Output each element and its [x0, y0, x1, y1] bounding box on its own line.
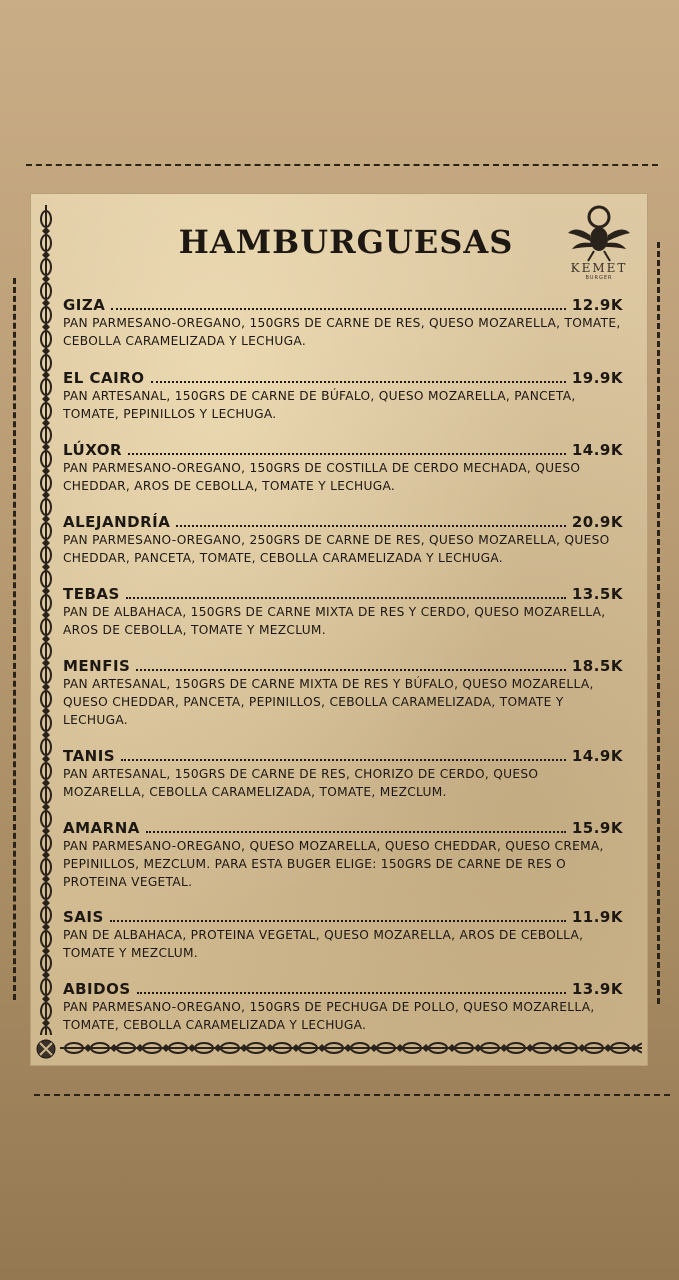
menu-item: [63, 296, 623, 350]
dotted-leader: [137, 992, 566, 994]
bottom-dashed-line: [34, 1094, 670, 1096]
menu-item: [63, 819, 623, 891]
menu-item-header: [63, 819, 623, 837]
menu-item: [63, 441, 623, 495]
menu-item-name: SAIS: [63, 908, 104, 926]
kemet-logo: [562, 205, 636, 293]
menu-item-description: PAN PARMESANO-OREGANO, 150GRS DE PECHUGA DE POLLO, QUESO MOZARELLA, TOMATE, CEBOLLA CARAMELIZADA Y LECHUGA.: [63, 1000, 595, 1032]
menu-item: [63, 657, 623, 729]
menu-item-header: [63, 747, 623, 765]
dotted-leader: [136, 669, 566, 671]
dotted-leader: [176, 525, 566, 527]
menu-item-header: [63, 369, 623, 387]
menu-title: HAMBURGUESAS: [178, 223, 514, 261]
dotted-leader: [126, 597, 566, 599]
dotted-leader: [110, 920, 566, 922]
menu-item: [63, 513, 623, 567]
menu-item-price: 14.9K: [571, 747, 623, 765]
menu-card: [30, 193, 648, 1066]
menu-item-price: 13.9K: [571, 980, 623, 998]
menu-item-description: PAN PARMESANO-OREGANO, 150GRS DE CARNE DE RES, QUESO MOZARELLA, TOMATE, CEBOLLA CARAMELIZADA Y LECHUGA.: [63, 316, 621, 348]
menu-item: [63, 369, 623, 423]
ornamental-side-border: [36, 205, 56, 1035]
menu-item-description: PAN ARTESANAL, 150GRS DE CARNE DE RES, CHORIZO DE CERDO, QUESO MOZARELLA, CEBOLLA CARAMELIZADA, TOMATE, MEZCLUM.: [63, 767, 539, 799]
dotted-leader: [146, 831, 566, 833]
menu-item-name: GIZA: [63, 296, 106, 314]
top-dashed-line: [26, 164, 658, 166]
menu-item-description: PAN PARMESANO-OREGANO, QUESO MOZARELLA, QUESO CHEDDAR, QUESO CREMA, PEPINILLOS, MEZCLUM. PARA ESTA BUGER ELIGE: 150GRS DE CARNE DE RES O PROTEINA VEGETAL.: [63, 839, 604, 889]
menu-item-price: 18.5K: [571, 657, 623, 675]
dotted-leader: [128, 453, 566, 455]
menu-item-description: PAN PARMESANO-OREGANO, 150GRS DE COSTILLA DE CERDO MECHADA, QUESO CHEDDAR, AROS DE CEBOLLA, TOMATE Y LECHUGA.: [63, 461, 581, 493]
menu-item-name: ABIDOS: [63, 980, 131, 998]
menu-item-description: PAN PARMESANO-OREGANO, 250GRS DE CARNE DE RES, QUESO MOZARELLA, QUESO CHEDDAR, PANCETA, TOMATE, CEBOLLA CARAMELIZADA Y LECHUGA.: [63, 533, 610, 565]
menu-item-price: 13.5K: [571, 585, 623, 603]
menu-item-name: MENFIS: [63, 657, 131, 675]
menu-item-header: [63, 513, 623, 531]
menu-item-name: TEBAS: [63, 585, 120, 603]
menu-item-header: [63, 441, 623, 459]
menu-item-price: 19.9K: [571, 369, 623, 387]
menu-item-name: LÚXOR: [63, 441, 123, 459]
logo-name: KEMET: [570, 261, 628, 275]
menu-item-name: AMARNA: [63, 819, 140, 837]
menu-item-description: PAN ARTESANAL, 150GRS DE CARNE MIXTA DE RES Y BÚFALO, QUESO MOZARELLA, QUESO CHEDDAR, PANCETA, PEPINILLOS, CEBOLLA CARAMELIZADA, TOMATE Y LECHUGA.: [63, 677, 594, 727]
menu-item-price: 12.9K: [571, 296, 623, 314]
menu-item-header: [63, 908, 623, 926]
menu-item-price: 11.9K: [571, 908, 623, 926]
menu-item-description: PAN DE ALBAHACA, 150GRS DE CARNE MIXTA DE RES Y CERDO, QUESO MOZARELLA, AROS DE CEBOLLA, TOMATE Y MEZCLUM.: [63, 605, 606, 637]
menu-item-header: [63, 585, 623, 603]
menu-item-description: PAN DE ALBAHACA, PROTEINA VEGETAL, QUESO MOZARELLA, AROS DE CEBOLLA, TOMATE Y MEZCLUM.: [63, 928, 584, 960]
dotted-leader: [111, 308, 565, 310]
menu-item-price: 14.9K: [571, 441, 623, 459]
logo-subtitle: BURGER: [585, 275, 613, 281]
dotted-leader: [151, 381, 566, 383]
scarab-icon: [566, 205, 632, 263]
menu-item-name: TANIS: [63, 747, 116, 765]
menu-item-header: [63, 296, 623, 314]
menu-item: [63, 585, 623, 639]
corner-ornament-icon: [35, 1038, 57, 1060]
menu-item-price: 20.9K: [571, 513, 623, 531]
menu-item-name: EL CAIRO: [63, 369, 145, 387]
right-dashed-line: [657, 242, 660, 1004]
menu-item-description: PAN ARTESANAL, 150GRS DE CARNE DE BÚFALO, QUESO MOZARELLA, PANCETA, TOMATE, PEPINILLOS Y LECHUGA.: [63, 389, 576, 421]
menu-item-header: [63, 657, 623, 675]
dotted-leader: [121, 759, 566, 761]
menu-item-price: 15.9K: [571, 819, 623, 837]
menu-item: [63, 908, 623, 962]
ornamental-bottom-border: [60, 1038, 642, 1058]
menu-item-name: ALEJANDRÍA: [63, 513, 171, 531]
left-dashed-line: [13, 278, 16, 1000]
menu-item: [63, 747, 623, 801]
menu-item: [63, 980, 623, 1034]
menu-item-header: [63, 980, 623, 998]
